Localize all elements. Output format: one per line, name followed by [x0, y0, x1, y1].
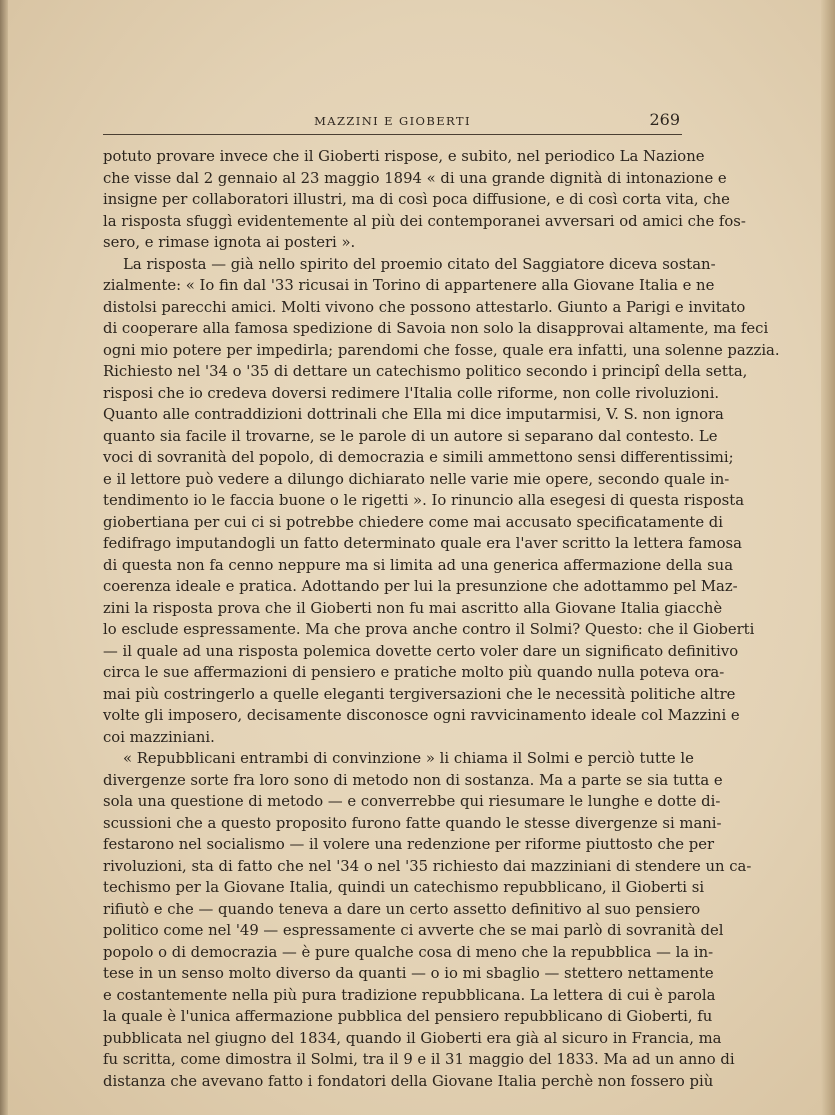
text-line: la risposta sfuggì evidentemente al più dei contemporanei avversari od amici che fos-	[103, 212, 746, 230]
text-line: lo esclude espressamente. Ma che prova anche contro il Solmi? Questo: che il Gioberti	[103, 621, 755, 638]
text-line: di cooperare alla famosa spedizione di Savoia non solo la disapprovai altamente, ma feci	[103, 320, 769, 337]
text-line: giobertiana per cui ci si potrebbe chiedere come mai accusato specificatamente di	[103, 513, 724, 531]
text-line: sero, e rimase ignota ai posteri ».	[103, 234, 356, 251]
text-line: popolo o di democrazia — è pure qualche cosa di meno che la repubblica — la in-	[103, 943, 714, 961]
text-line: sola una questione di metodo — e converrebbe qui riesumare le lunghe e dotte di-	[103, 793, 721, 810]
text-line: divergenze sorte fra loro sono di metodo non di sostanza. Ma a parte se sia tutta e	[103, 771, 723, 789]
text-line: zini la risposta prova che il Gioberti non fu mai ascritto alla Giovane Italia giacchè	[103, 599, 723, 617]
text-line: volte gli imposero, decisamente disconosce ogni ravvicinamento ideale col Mazzini e	[103, 707, 740, 724]
text-line: tendimento io le faccia buone o le rigetti ». Io rinuncio alla esegesi di questa risposta	[103, 492, 745, 509]
text-line: — il quale ad una risposta polemica dovette certo voler dare un significato definitivo	[103, 642, 739, 660]
text-line: circa le sue affermazioni di pensiero e pratiche molto più quando nulla poteva ora-	[103, 664, 725, 681]
page-right-edge	[821, 0, 835, 1115]
text-line: « Repubblicani entrambi di convinzione » li chiama il Solmi e perciò tutte le	[123, 750, 694, 767]
text-line: voci di sovranità del popolo, di democrazia e simili ammettono sensi differentissimi;	[103, 449, 734, 466]
text-line: e il lettore può vedere a dilungo dichiarato nelle varie mie opere, secondo quale in-	[103, 470, 730, 488]
page-number: 269	[649, 110, 680, 129]
text-line: fu scritta, come dimostra il Solmi, tra il 9 e il 31 maggio del 1833. Ma ad un anno di	[103, 1051, 735, 1068]
text-line: politico come nel '49 — espressamente ci avverte che se mai parlò di sovranità del	[103, 922, 724, 939]
text-line: distanza che avevano fatto i fondatori della Giovane Italia perchè non fossero più	[103, 1072, 714, 1090]
text-line: la quale è l'unica affermazione pubblica del pensiero repubblicano di Gioberti, fu	[103, 1008, 713, 1025]
text-line: coi mazziniani.	[103, 728, 215, 746]
text-line: quanto sia facile il trovarne, se le parole di un autore si separano dal contesto. Le	[103, 427, 718, 445]
text-line: mai più costringerlo a quelle eleganti tergiversazioni che le necessità politiche altre	[103, 685, 736, 703]
text-line: scussioni che a questo proposito furono fatte quando le stesse divergenze si mani-	[103, 814, 722, 832]
page-header	[103, 110, 682, 135]
text-line: che visse dal 2 gennaio al 23 maggio 1894 « di una grande dignità di intonazione e	[103, 169, 727, 187]
text-line: pubblicata nel giugno del 1834, quando il Gioberti era già al sicuro in Francia, ma	[103, 1029, 722, 1047]
text-line: techismo per la Giovane Italia, quindi un catechismo repubblicano, il Gioberti si	[103, 879, 705, 896]
text-line: distolsi parecchi amici. Molti vivono che possono attestarlo. Giunto a Parigi e invitato	[103, 298, 746, 316]
text-line: e costantemente nella più pura tradizione repubblicana. La lettera di cui è parola	[103, 986, 716, 1004]
text-line: tese in un senso molto diverso da quanti — o io mi sbaglio — stettero nettamente	[103, 965, 714, 982]
running-title: MAZZINI E GIOBERTI	[314, 114, 471, 128]
text-line: ogni mio potere per impedirla; parendomi che fosse, quale era infatti, una solenne pazzia.	[103, 341, 780, 359]
text-line: rivoluzioni, sta di fatto che nel '34 o nel '35 richiesto dai mazziniani di stendere un ca-	[103, 857, 752, 875]
page-left-edge	[0, 0, 8, 1115]
text-line: coerenza ideale e pratica. Adottando per lui la presunzione che adottammo pel Maz-	[103, 578, 738, 595]
text-line: Quanto alle contraddizioni dottrinali che Ella mi dice imputarmisi, V. S. non ignora	[103, 406, 724, 423]
text-line: fedifrago imputandogli un fatto determinato quale era l'aver scritto la lettera famosa	[103, 535, 742, 552]
text-line: festarono nel socialismo — il volere una redenzione per riforme piuttosto che per	[103, 836, 715, 853]
text-line: La risposta — già nello spirito del proemio citato del Saggiatore diceva sostan-	[123, 255, 716, 273]
text-line: insigne per collaboratori illustri, ma di così poca diffusione, e di così corta vita, che	[103, 191, 730, 208]
text-line: rifiutò e che — quando teneva a dare un certo assetto definitivo al suo pensiero	[103, 900, 701, 918]
text-line: zialmente: « Io fin dal '33 ricusai in Torino di appartenere alla Giovane Italia e ne	[103, 277, 715, 294]
text-line: risposi che io credeva doversi redimere l'Italia colle riforme, non colle rivoluzioni.	[103, 384, 720, 402]
body-text	[103, 146, 780, 1092]
text-line: Richiesto nel '34 o '35 di dettare un catechismo politico secondo i principî della setta,	[103, 363, 748, 380]
text-line: potuto provare invece che il Gioberti rispose, e subito, nel periodico La Nazione	[103, 148, 705, 165]
text-line: di questa non fa cenno neppure ma si limita ad una generica affermazione della sua	[103, 556, 734, 574]
